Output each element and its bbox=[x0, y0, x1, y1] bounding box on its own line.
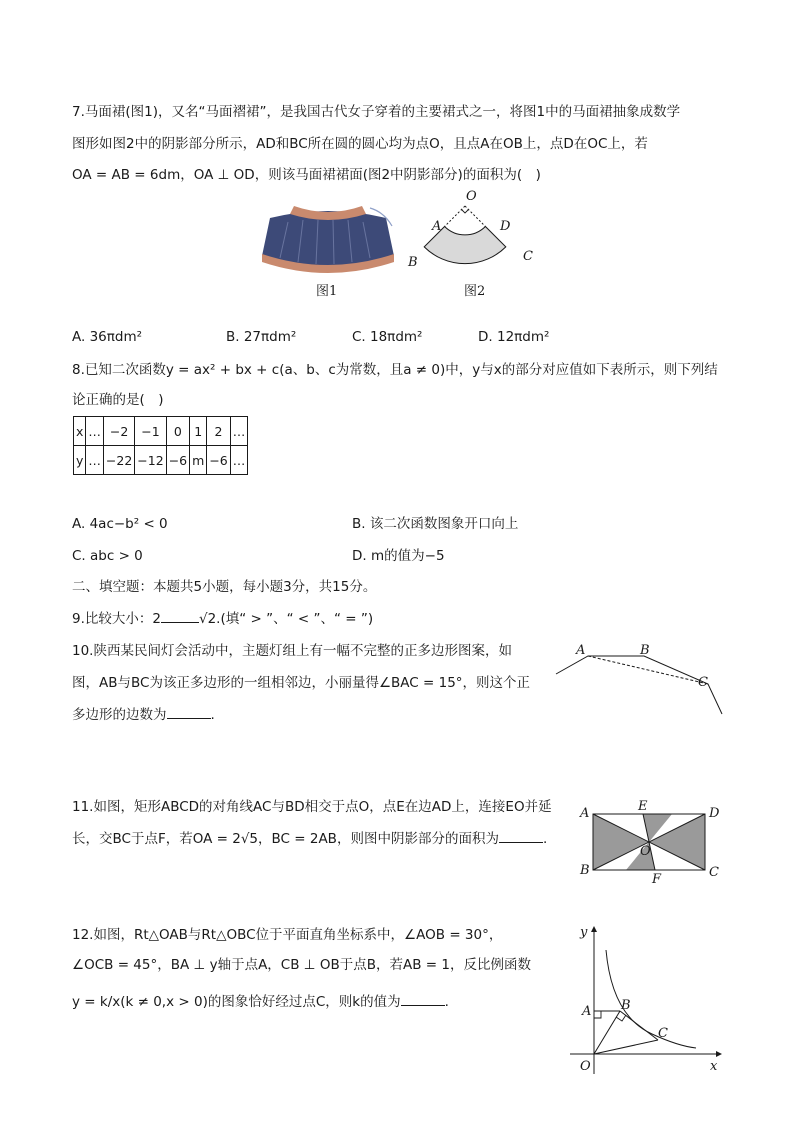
table-cell: x bbox=[74, 417, 86, 446]
q10-figure-polygon bbox=[552, 638, 724, 720]
q9-line bbox=[72, 608, 373, 629]
q7-line1: 7.马面裙(图1)，又名“马面褶裙”，是我国古代女子穿着的主要裙式之一，将图1中的马面裙抽象成数学 bbox=[72, 104, 681, 120]
segment-od bbox=[465, 206, 485, 227]
label-a: A bbox=[580, 806, 590, 821]
section-fill-in-heading: 二、填空题：本题共5小题，每小题3分，共15分。 bbox=[72, 579, 377, 595]
table-cell: −2 bbox=[103, 417, 134, 446]
table-cell: −22 bbox=[103, 446, 134, 475]
q7-line2: 图形如图2中的阴影部分所示，AD和BC所在圆的圆心均为点O，且点A在OB上，点D在OC上，若 bbox=[72, 136, 648, 152]
label-o: O bbox=[640, 844, 651, 859]
table-cell: −6 bbox=[207, 446, 230, 475]
q10-line3-text: 多边形的边数为 bbox=[72, 707, 167, 723]
q7-option-a[interactable]: A. 36πdm² bbox=[72, 329, 143, 345]
q8-option-a[interactable]: A. 4ac−b² < 0 bbox=[72, 516, 168, 532]
q8-option-b[interactable]: B. 该二次函数图象开口向上 bbox=[352, 516, 519, 532]
q10-line3-end: . bbox=[210, 707, 215, 723]
label-c: C bbox=[698, 675, 708, 690]
segment-ac bbox=[588, 656, 708, 684]
q12-line1: 12.如图，Rt△OAB与Rt△OBC位于平面直角坐标系中，∠AOB = 30°， bbox=[72, 927, 503, 943]
table-row-y bbox=[74, 446, 248, 475]
q12-figure-coordinate bbox=[560, 920, 730, 1080]
q11-line2-text: 长，交BC于点F，若OA = 2√5，BC = 2AB，则图中阴影部分的面积为 bbox=[72, 831, 499, 847]
label-a: A bbox=[432, 219, 442, 234]
label-c: C bbox=[709, 865, 719, 880]
label-x: x bbox=[710, 1059, 718, 1074]
label-f: F bbox=[652, 872, 662, 884]
table-cell: … bbox=[230, 417, 248, 446]
right-angle-a bbox=[594, 1011, 601, 1018]
q8-line1: 8.已知二次函数y = ax² + bx + c(a、b、c为常数，且a ≠ 0)中，y与x的部分对应值如下表所示，则下列结 bbox=[72, 362, 718, 378]
table-cell: m bbox=[190, 446, 207, 475]
q9-suffix: √2.(填“ > ”、“ < ”、“ = ”) bbox=[198, 611, 374, 627]
label-c: C bbox=[523, 249, 533, 264]
q10-line3 bbox=[72, 704, 215, 725]
label-b: B bbox=[640, 643, 650, 658]
q7-line3: OA = AB = 6dm，OA ⊥ OD，则该马面裙裙面(图2中阴影部分)的面积为( ) bbox=[72, 167, 541, 183]
label-a: A bbox=[582, 1004, 592, 1019]
q7-fig1-caption: 图1 bbox=[316, 284, 338, 299]
q7-option-b[interactable]: B. 27πdm² bbox=[226, 329, 297, 345]
q11-line1: 11.如图，矩形ABCD的对角线AC与BD相交于点O，点E在边AD上，连接EO并延 bbox=[72, 799, 552, 815]
label-d: D bbox=[709, 806, 720, 821]
table-cell: … bbox=[86, 417, 104, 446]
q11-answer-blank[interactable] bbox=[499, 828, 543, 843]
segment-oc bbox=[594, 1040, 658, 1054]
q7-option-c[interactable]: C. 18πdm² bbox=[352, 329, 423, 345]
q11-line2 bbox=[72, 828, 547, 849]
table-cell: y bbox=[74, 446, 86, 475]
q12-line2: ∠OCB = 45°，BA ⊥ y轴于点A，CB ⊥ OB于点B，若AB = 1，反比例函数 bbox=[72, 957, 531, 973]
table-cell: −6 bbox=[166, 446, 189, 475]
label-o: O bbox=[466, 189, 477, 204]
label-b: B bbox=[580, 863, 590, 878]
label-c: C bbox=[658, 1026, 668, 1041]
q10-answer-blank[interactable] bbox=[167, 704, 211, 719]
q12-line3-end: . bbox=[444, 994, 449, 1010]
q8-value-table bbox=[73, 416, 248, 475]
q7-option-d[interactable]: D. 12πdm² bbox=[478, 329, 550, 345]
q10-line1: 10.陕西某民间灯会活动中，主题灯组上有一幅不完整的正多边形图案，如 bbox=[72, 643, 512, 659]
x-axis-arrow bbox=[716, 1051, 722, 1057]
label-o: O bbox=[580, 1059, 591, 1074]
q11-figure-rectangle bbox=[574, 798, 724, 884]
q7-figure1-skirt bbox=[258, 196, 398, 276]
right-angle-mark bbox=[462, 210, 469, 214]
table-cell: −1 bbox=[135, 417, 166, 446]
table-cell: 2 bbox=[207, 417, 230, 446]
q7-figure2-sector bbox=[400, 188, 540, 284]
table-row-x bbox=[74, 417, 248, 446]
q8-option-c[interactable]: C. abc > 0 bbox=[72, 548, 143, 564]
segment-oa bbox=[445, 206, 465, 227]
q8-option-d[interactable]: D. m的值为−5 bbox=[352, 548, 445, 564]
label-b: B bbox=[408, 255, 418, 270]
label-d: D bbox=[500, 219, 511, 234]
q10-line2: 图，AB与BC为该正多边形的一组相邻边，小丽量得∠BAC = 15°，则这个正 bbox=[72, 675, 531, 691]
q9-prefix: 9.比较大小：2 bbox=[72, 611, 161, 627]
label-y: y bbox=[580, 925, 588, 940]
table-cell: 1 bbox=[190, 417, 207, 446]
table-cell: … bbox=[230, 446, 248, 475]
q11-line2-end: . bbox=[542, 831, 548, 847]
q12-line3 bbox=[72, 991, 449, 1012]
table-cell: −12 bbox=[135, 446, 166, 475]
q9-answer-blank[interactable] bbox=[161, 608, 199, 623]
table-cell: … bbox=[86, 446, 104, 475]
q8-line2: 论正确的是( ) bbox=[72, 392, 164, 408]
table-cell: 0 bbox=[166, 417, 189, 446]
q12-answer-blank[interactable] bbox=[401, 991, 445, 1006]
q12-line3-text: y = k/x(k ≠ 0,x > 0)的图象恰好经过点C，则k的值为 bbox=[72, 994, 401, 1010]
q7-fig2-caption: 图2 bbox=[464, 284, 486, 299]
label-a: A bbox=[576, 643, 586, 658]
hyperbola-curve bbox=[606, 950, 696, 1048]
y-axis-arrow bbox=[591, 926, 597, 932]
label-e: E bbox=[638, 799, 648, 814]
label-b: B bbox=[621, 998, 631, 1013]
